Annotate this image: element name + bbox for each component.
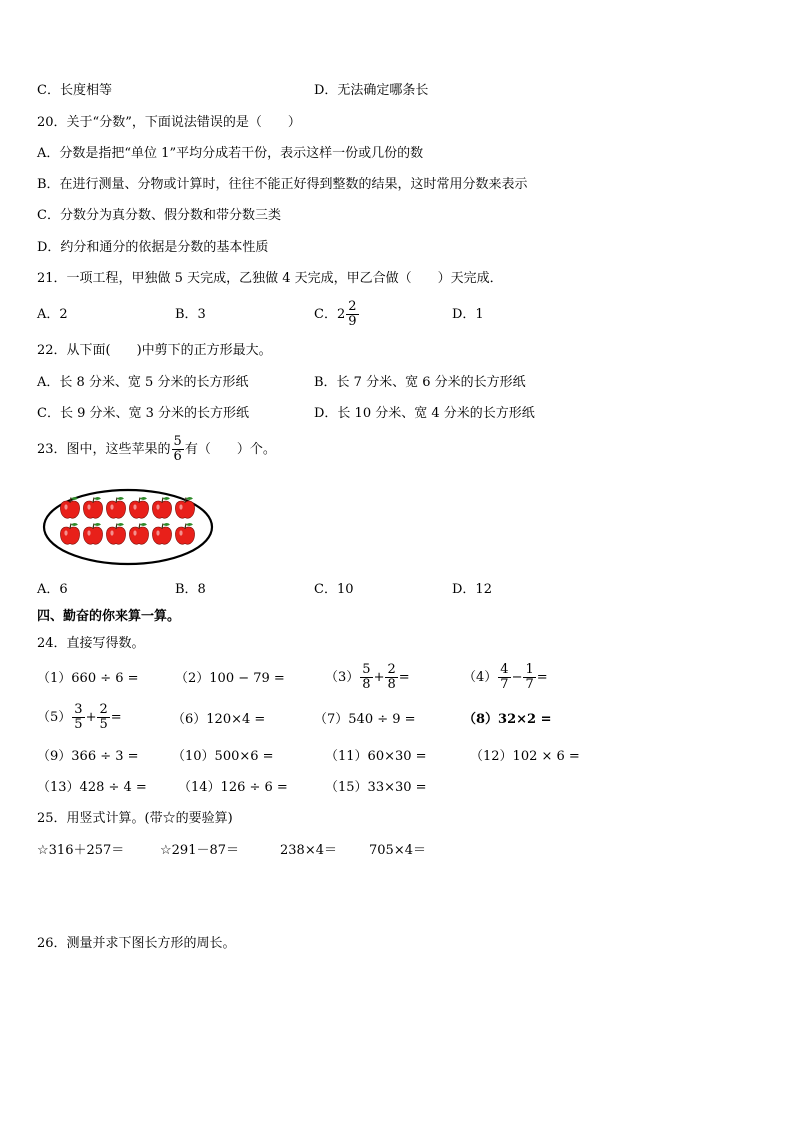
fraction-numerator: 5 <box>173 434 182 449</box>
q23-option-d: D．12 <box>452 582 492 597</box>
q20-option-c: C．分数分为真分数、假分数和带分数三类 <box>37 208 281 223</box>
apple-icon <box>152 523 171 544</box>
q24-problem-5 <box>37 703 122 732</box>
q20-option-a: A．分数是指把“单位 1”平均分成若干份，表示这样一份或几份的数 <box>37 146 424 161</box>
section-4-heading: 四、勤奋的你来算一算。 <box>37 609 181 624</box>
operator: + <box>373 669 385 685</box>
apple-icon <box>175 523 194 544</box>
q19-option-d: D．无法确定哪条长 <box>314 83 429 98</box>
q19-option-c: C．长度相等 <box>37 83 112 98</box>
q24-problem-13: （13）428 ÷ 4 = <box>37 780 147 795</box>
operator: − <box>511 669 523 685</box>
q24-problem-11: （11）60×30 = <box>325 749 427 764</box>
apple-icon <box>106 497 125 518</box>
apple-icon <box>129 497 148 518</box>
q23-option-c: C．10 <box>314 582 354 597</box>
q22-option-a: A．长 8 分米、宽 5 分米的长方形纸 <box>37 375 249 390</box>
problem-label: （4） <box>463 669 498 685</box>
apple-icon <box>83 497 102 518</box>
q21-option-d: D．1 <box>452 307 484 322</box>
fraction-denominator: 5 <box>74 717 83 732</box>
fraction-numerator: 2 <box>348 299 357 314</box>
fraction-denominator: 6 <box>173 449 182 464</box>
q24-stem: 24．直接写得数。 <box>37 636 145 651</box>
fraction-numerator: 4 <box>500 662 509 677</box>
fraction-denominator: 7 <box>525 677 534 692</box>
q24-problem-7: （7）540 ÷ 9 = <box>314 712 416 727</box>
fraction-denominator: 5 <box>99 717 108 732</box>
fraction <box>360 663 372 692</box>
q23-fraction <box>172 435 184 464</box>
q26-stem: 26．测量并求下图长方形的周长。 <box>37 936 236 951</box>
fraction <box>498 663 510 692</box>
apple-icon <box>152 497 171 518</box>
q21-option-b: B．3 <box>175 307 206 322</box>
q22-option-d: D．长 10 分米、宽 4 分米的长方形纸 <box>314 406 535 421</box>
equals: = <box>398 669 410 685</box>
apple-icon <box>175 497 194 518</box>
equals: = <box>110 709 122 725</box>
problem-label: （3） <box>325 669 360 685</box>
q20-option-b: B．在进行测量、分物或计算时，往往不能正好得到整数的结果，这时常用分数来表示 <box>37 177 528 192</box>
q23-stem-post: 有（ ）个。 <box>184 441 276 457</box>
fraction-denominator: 9 <box>348 314 357 329</box>
apple-icon <box>60 523 79 544</box>
q24-problem-8: （8）32×2 = <box>463 712 552 727</box>
fraction-numerator: 5 <box>362 662 371 677</box>
q25-expr-1: ☆316＋257＝ <box>37 843 125 858</box>
equals: = <box>536 669 548 685</box>
q21-option-c <box>314 300 360 329</box>
fraction <box>97 703 109 732</box>
q22-option-c: C．长 9 分米、宽 3 分米的长方形纸 <box>37 406 250 421</box>
apple-icon <box>106 523 125 544</box>
q25-stem: 25．用竖式计算。(带☆的要验算) <box>37 811 233 826</box>
apple-icon <box>83 523 102 544</box>
q23-stem <box>37 435 276 464</box>
fraction-denominator: 8 <box>362 677 371 692</box>
q22-option-b: B．长 7 分米、宽 6 分米的长方形纸 <box>314 375 526 390</box>
q25-expr-3: 238×4＝ <box>280 843 337 858</box>
q24-problem-6: （6）120×4 = <box>172 712 266 727</box>
fraction-numerator: 2 <box>387 662 396 677</box>
q24-problem-4 <box>463 663 548 692</box>
apple-group <box>60 497 194 544</box>
q24-problem-12: （12）102 × 6 = <box>470 749 580 764</box>
q23-option-b: B．8 <box>175 582 206 597</box>
q21-option-c-fraction <box>346 300 358 329</box>
q23-option-a: A．6 <box>37 582 68 597</box>
q22-stem: 22．从下面( )中剪下的正方形最大。 <box>37 343 272 358</box>
q24-problem-14: （14）126 ÷ 6 = <box>178 780 288 795</box>
q24-problem-3 <box>325 663 410 692</box>
q24-problem-2: （2）100 − 79 = <box>175 671 285 686</box>
q21-stem: 21．一项工程，甲独做 5 天完成，乙独做 4 天完成，甲乙合做（ ）天完成． <box>37 271 503 286</box>
q24-problem-10: （10）500×6 = <box>172 749 274 764</box>
apples-in-oval-figure <box>42 488 214 566</box>
q25-expr-4: 705×4＝ <box>369 843 426 858</box>
fraction <box>385 663 397 692</box>
fraction-numerator: 1 <box>525 662 534 677</box>
q24-problem-15: （15）33×30 = <box>325 780 427 795</box>
fraction-numerator: 2 <box>99 702 108 717</box>
operator: + <box>85 709 97 725</box>
q20-option-d: D．约分和通分的依据是分数的基本性质 <box>37 240 269 255</box>
q24-problem-9: （9）366 ÷ 3 = <box>37 749 139 764</box>
apple-icon <box>60 497 79 518</box>
problem-label: （5） <box>37 709 72 725</box>
fraction-denominator: 7 <box>500 677 509 692</box>
q21-option-c-prefix: C．2 <box>314 306 346 322</box>
q21-option-a: A．2 <box>37 307 68 322</box>
q23-stem-pre: 23．图中，这些苹果的 <box>37 441 171 457</box>
q24-problem-1: （1）660 ÷ 6 = <box>37 671 139 686</box>
fraction <box>523 663 535 692</box>
fraction-numerator: 3 <box>74 702 83 717</box>
q25-expr-2: ☆291－87＝ <box>160 843 240 858</box>
fraction-denominator: 8 <box>387 677 396 692</box>
apple-icon <box>129 523 148 544</box>
fraction <box>72 703 84 732</box>
q20-stem: 20．关于“分数”，下面说法错误的是（ ） <box>37 115 301 130</box>
